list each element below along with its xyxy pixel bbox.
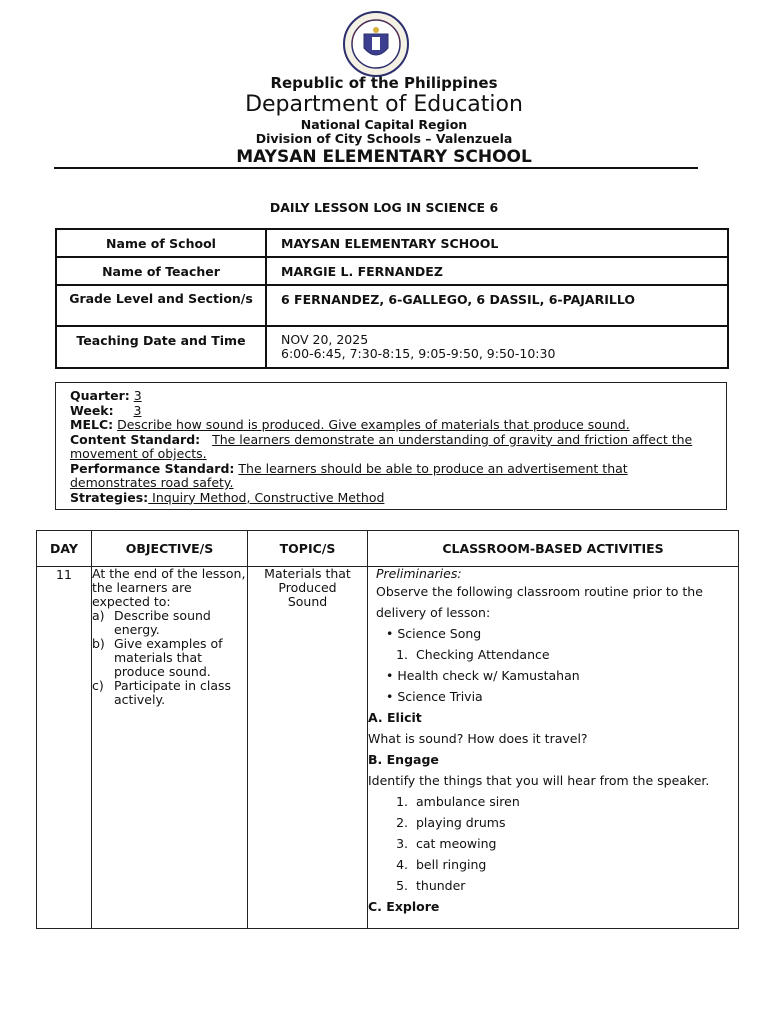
lesson-header-row [37, 531, 739, 567]
info-table [55, 228, 729, 369]
objectives-cell [92, 567, 248, 929]
header-objectives: OBJECTIVE/S [92, 531, 248, 567]
header-activities: CLASSROOM-BASED ACTIVITIES [368, 531, 739, 567]
routine-item: • Science Trivia [386, 689, 483, 704]
content-standard-label: Content Standard: [70, 431, 201, 447]
routine-text: Observe the following classroom routine prior to the delivery of lesson: [376, 584, 703, 620]
engage-heading: B. Engage [368, 752, 439, 767]
objective-item: a) Describe sound energy. [92, 608, 211, 637]
info-row [56, 326, 728, 368]
day-cell: 11 [37, 567, 92, 929]
info-label: Name of Teacher [56, 257, 266, 285]
engage-item: 2. playing drums [396, 815, 506, 830]
info-label: Name of School [56, 229, 266, 257]
teaching-date: NOV 20, 2025 [281, 332, 369, 347]
info-row [56, 285, 728, 326]
header-day: DAY [37, 531, 92, 567]
strategies-label: Strategies: [70, 489, 149, 505]
info-label: Grade Level and Section/s [56, 285, 266, 326]
strategies-value: Inquiry Method, Constructive Method [148, 489, 385, 505]
region-heading: National Capital Region [300, 117, 468, 132]
republic-heading: Republic of the Philippines [270, 74, 498, 92]
info-value: MARGIE L. FERNANDEZ [266, 257, 728, 285]
quarter-value: 3 [133, 388, 142, 403]
lesson-table [36, 530, 739, 929]
document-title: DAILY LESSON LOG IN SCIENCE 6 [269, 200, 499, 215]
performance-standard-value: The learners should be able to produce an advertisement that demonstrates road safety. [70, 460, 628, 490]
quarter-label: Quarter: [70, 388, 130, 403]
info-value [266, 326, 728, 368]
explore-heading: C. Explore [368, 899, 440, 914]
teaching-time: 6:00-6:45, 7:30-8:15, 9:05-9:50, 9:50-10:30 [281, 346, 556, 361]
info-value: 6 FERNANDEZ, 6-GALLEGO, 6 DASSIL, 6-PAJARILLO [266, 285, 728, 326]
objective-item: c) Participate in class actively. [92, 678, 232, 707]
routine-item: • Science Song [386, 626, 482, 641]
activities-cell [368, 567, 739, 929]
engage-item: 5. thunder [396, 878, 466, 893]
preliminaries-label: Preliminaries: [376, 566, 462, 581]
lesson-row [37, 567, 739, 929]
info-label: Teaching Date and Time [56, 326, 266, 368]
header-divider [54, 167, 698, 169]
engage-text: Identify the things that you will hear from the speaker. [368, 773, 710, 788]
engage-item: 1. ambulance siren [396, 794, 520, 809]
school-heading: MAYSAN ELEMENTARY SCHOOL [236, 147, 532, 167]
deped-seal-logo [342, 10, 410, 78]
melc-label: MELC: [70, 417, 114, 432]
objective-intro: At the end of the lesson, the learners are expected to: [92, 566, 246, 609]
week-value: 3 [133, 402, 142, 418]
objective-item: b) Give examples of materials that produce sound. [92, 636, 223, 679]
content-standard-value: The learners demonstrate an understanding of gravity and friction affect the movement of objects. [70, 431, 693, 461]
info-value: MAYSAN ELEMENTARY SCHOOL [266, 229, 728, 257]
department-heading: Department of Education [245, 92, 523, 117]
header-topics: TOPIC/S [248, 531, 368, 567]
info-row [56, 229, 728, 257]
melc-value: Describe how sound is produced. Give examples of materials that produce sound. [117, 417, 630, 432]
info-row [56, 257, 728, 285]
topic-text: Materials that Produced Sound [264, 566, 351, 609]
week-label: Week: [70, 402, 114, 418]
routine-item: 1. Checking Attendance [396, 647, 550, 662]
engage-item: 4. bell ringing [396, 857, 487, 872]
elicit-text: What is sound? How does it travel? [368, 731, 588, 746]
elicit-heading: A. Elicit [368, 710, 422, 725]
topic-cell [248, 567, 368, 929]
performance-standard-label: Performance Standard: [70, 460, 235, 476]
routine-item: • Health check w/ Kamustahan [386, 668, 580, 683]
standards-box [55, 382, 727, 510]
division-heading: Division of City Schools – Valenzuela [255, 131, 513, 146]
engage-item: 3. cat meowing [396, 836, 497, 851]
